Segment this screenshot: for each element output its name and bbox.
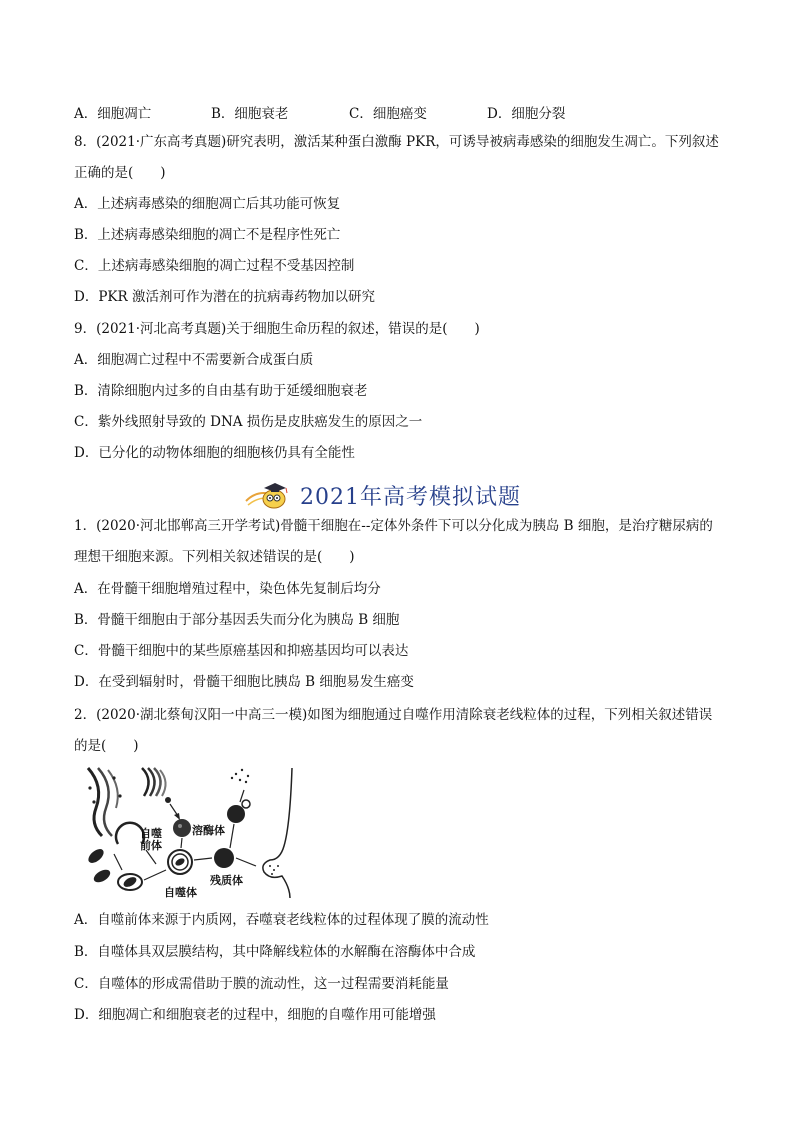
m2-option-b: B．自噬体具双层膜结构，其中降解线粒体的水解酶在溶酶体中合成	[74, 944, 476, 960]
label-lysosome: 溶酶体	[192, 824, 225, 837]
option-d: D．细胞分裂	[487, 106, 566, 122]
q8-option-d: D．PKR 激活剂可作为潜在的抗病毒药物加以研究	[74, 289, 375, 305]
label-residual-body: 残质体	[210, 874, 243, 887]
q9-option-b: B．清除细胞内过多的自由基有助于延缓细胞衰老	[74, 383, 368, 399]
q8-stem-2: 正确的是( )	[74, 165, 166, 181]
m1-option-b: B．骨髓干细胞由于部分基因丢失而分化为胰岛 B 细胞	[74, 612, 400, 628]
q8-stem-1: 8．(2021·广东高考真题)研究表明，激活某种蛋白激酶 PKR，可诱导被病毒感染的细胞发生凋亡。下列叙述	[74, 134, 719, 150]
section-title-text: 2021年高考模拟试题	[300, 484, 521, 510]
autophagy-diagram	[84, 766, 294, 898]
graduate-mascot-icon	[244, 479, 292, 511]
q9-option-c: C．紫外线照射导致的 DNA 损伤是皮肤癌发生的原因之一	[74, 414, 423, 430]
q8-option-b: B．上述病毒感染细胞的凋亡不是程序性死亡	[74, 227, 341, 243]
label-preautophagosome: 自噬 前体	[140, 827, 162, 852]
q9-option-d: D．已分化的动物体细胞的细胞核仍具有全能性	[74, 445, 355, 461]
option-b: B．细胞衰老	[211, 106, 289, 122]
m1-stem-1: 1．(2020·河北邯郸高三开学考试)骨髓干细胞在--定体外条件下可以分化成为胰岛 B 细胞，是治疗糖尿病的	[74, 518, 713, 534]
m2-stem-2: 的是( )	[74, 738, 139, 754]
label-autophagosome: 自噬体	[164, 886, 197, 899]
m1-option-d: D．在受到辐射时，骨髓干细胞比胰岛 B 细胞易发生癌变	[74, 674, 414, 690]
m2-option-d: D．细胞凋亡和细胞衰老的过程中，细胞的自噬作用可能增强	[74, 1007, 436, 1023]
section-title	[244, 478, 521, 512]
q9-stem: 9．(2021·河北高考真题)关于细胞生命历程的叙述，错误的是( )	[74, 321, 480, 337]
m2-stem-1: 2．(2020·湖北蔡甸汉阳一中高三一模)如图为细胞通过自噬作用清除衰老线粒体的过程，下列相关叙述错误	[74, 707, 713, 723]
m1-option-c: C．骨髓干细胞中的某些原癌基因和抑癌基因均可以表达	[74, 643, 409, 659]
m1-stem-2: 理想干细胞来源。下列相关叙述错误的是( )	[74, 549, 355, 565]
q9-option-a: A．细胞凋亡过程中不需要新合成蛋白质	[74, 352, 314, 368]
option-c: C．细胞癌变	[349, 106, 427, 122]
option-a: A．细胞凋亡	[74, 106, 152, 122]
q8-option-a: A．上述病毒感染的细胞凋亡后其功能可恢复	[74, 196, 341, 212]
m2-option-a: A．自噬前体来源于内质网，吞噬衰老线粒体的过程体现了膜的流动性	[74, 912, 489, 928]
m1-option-a: A．在骨髓干细胞增殖过程中，染色体先复制后均分	[74, 581, 381, 597]
q8-option-c: C．上述病毒感染细胞的凋亡过程不受基因控制	[74, 258, 355, 274]
m2-option-c: C．自噬体的形成需借助于膜的流动性，这一过程需要消耗能量	[74, 976, 449, 992]
